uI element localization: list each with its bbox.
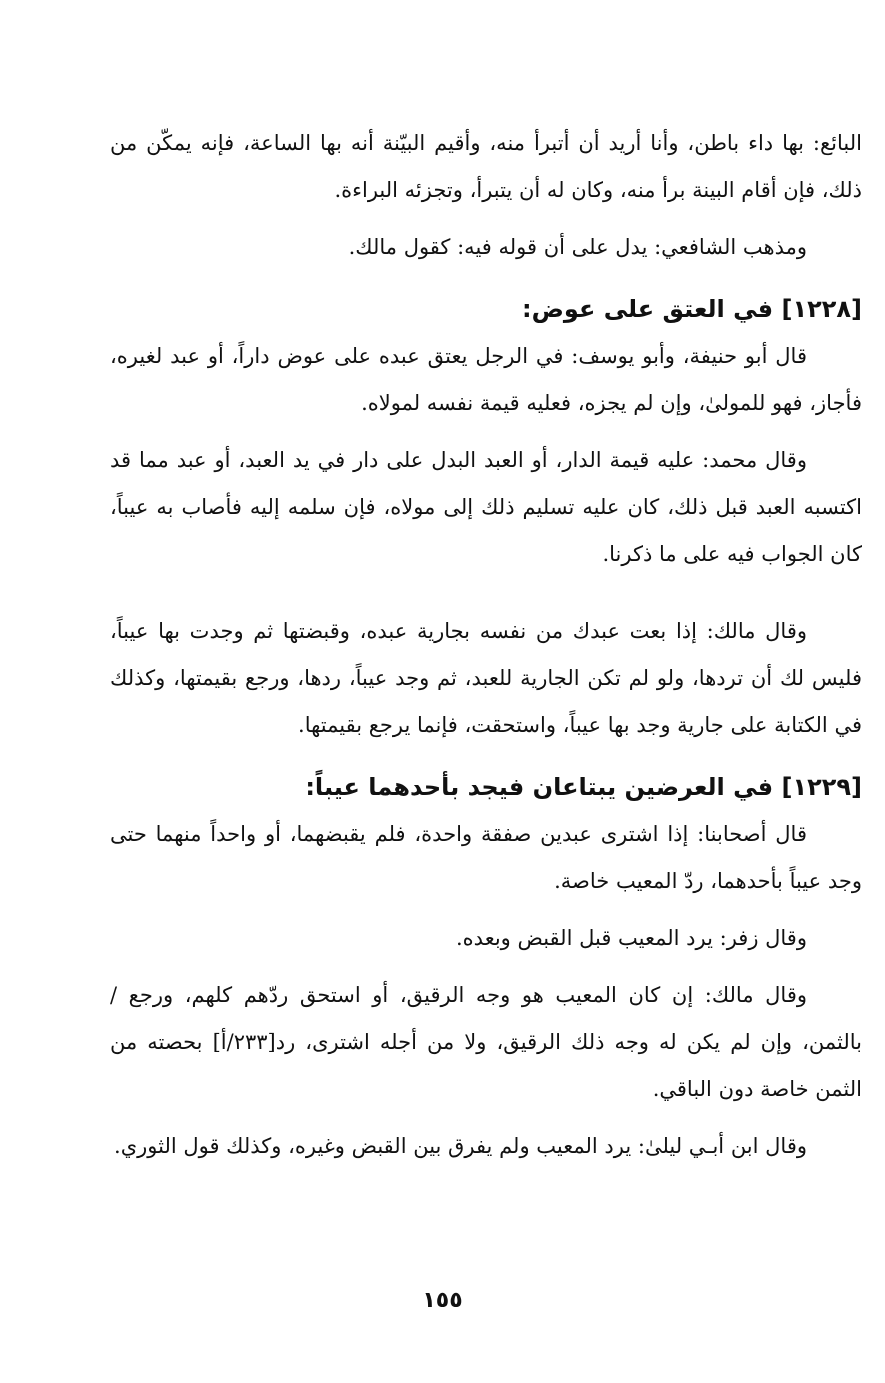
section-heading-1228: [١٢٢٨] في العتق على عوض:	[522, 295, 862, 323]
page-number: ١٥٥	[422, 1288, 463, 1313]
paragraph-ibn-abi-layla: وقال ابن أبـي ليلىٰ: يرد المعيب ولم يفرق بين القبض وغيره، وكذلك قول الثوري.	[114, 1134, 807, 1158]
section-heading-1229: [١٢٢٩] في العرضين يبتاعان فيجد بأحدهما عيباً:	[305, 773, 862, 801]
paragraph-continuation: البائع: بها داء باطن، وأنا أريد أن أتبرأ منه، وأقيم البيّنة أنه بها الساعة، فإنه يمكّن من ذلك، فإن أقام البينة برأ منه، وكان له أن يتبرأ، وتجزئه البراءة.	[110, 131, 862, 202]
manuscript-folio-marker: [٢٣٣/أ]	[212, 1030, 276, 1054]
paragraph-abu-hanifa: قال أبو حنيفة، وأبو يوسف: في الرجل يعتق عبده على عوض داراً، أو عبد لغيره، فأجاز، فهو للمولىٰ، وإن لم يجزه، فعليه قيمة نفسه لمولاه.	[110, 344, 862, 415]
paragraph-malik-2	[110, 972, 862, 1113]
paragraph-muhammad: وقال محمد: عليه قيمة الدار، أو العبد البدل على دار في يد العبد، أو عبد مما قد اكتسبه العبد قبل ذلك، كان عليه تسليم ذلك إلى مولاه، فإن سلمه إليه فأصاب به عيباً، كان الجواب فيه على ما ذكرنا.	[110, 448, 862, 566]
page-body	[110, 120, 862, 1170]
paragraph-malik-1: وقال مالك: إذا بعت عبدك من نفسه بجارية عبده، وقبضتها ثم وجدت بها عيباً، فليس لك أن تردها، ولو لم تكن الجارية للعبد، ثم وجد عيباً، ردها، ورجع بقيمتها، وكذلك في الكتابة على جارية وجد بها عيباً، واستحقت، فإنما يرجع بقيمتها.	[110, 619, 862, 737]
paragraph-ashabuna: قال أصحابنا: إذا اشترى عبدين صفقة واحدة، فلم يقبضهما، أو واحداً منهما حتى وجد عيباً بأحدهما، ردّ المعيب خاصة.	[110, 822, 862, 893]
paragraph-shafii: ومذهب الشافعي: يدل على أن قوله فيه: كقول مالك.	[348, 235, 807, 259]
paragraph-malik-2-part-a: وقال مالك: إن كان المعيب هو وجه الرقيق، أو استحق ردّهم كلهم، ورجع / بالثمن، وإن لم يكن له وجه ذلك الرقيق، ولا من أجله اشترى، رد	[110, 983, 862, 1054]
paragraph-malik-2-part-b: بحصته من الثمن خاصة دون الباقي.	[110, 1030, 862, 1101]
paragraph-zufar: وقال زفر: يرد المعيب قبل القبض وبعده.	[456, 926, 807, 950]
